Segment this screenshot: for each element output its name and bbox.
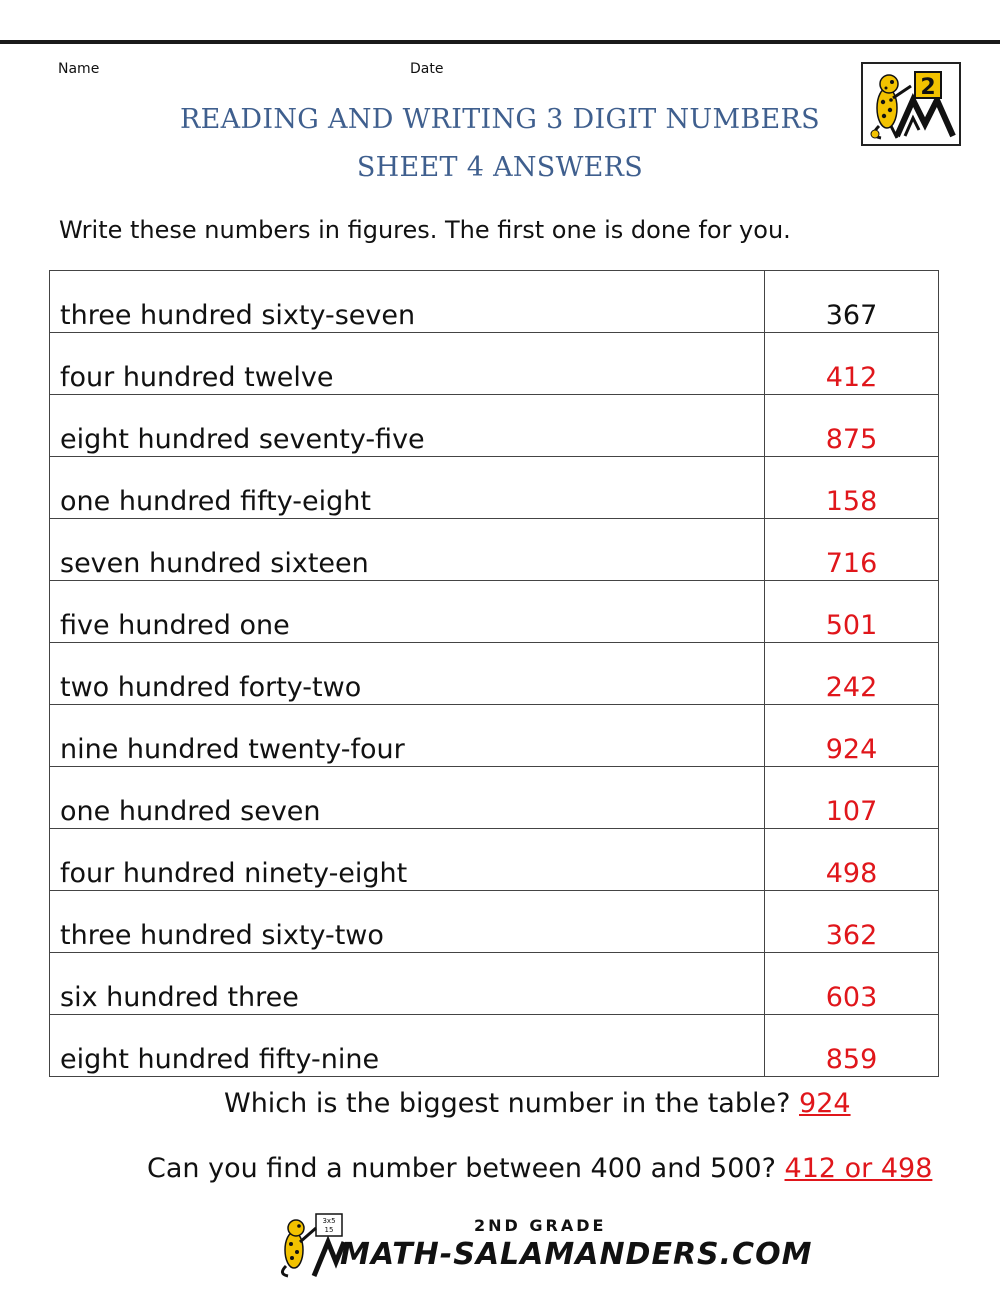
number-in-words: eight hundred seventy-five xyxy=(50,395,765,457)
answer-figure: 158 xyxy=(765,457,939,519)
question-biggest-text: Which is the biggest number in the table? xyxy=(224,1088,791,1119)
answer-figure: 362 xyxy=(765,891,939,953)
svg-text:15: 15 xyxy=(324,1226,334,1234)
table-row xyxy=(50,519,939,581)
table-row xyxy=(50,581,939,643)
answer-figure: 716 xyxy=(765,519,939,581)
question-biggest-answer: 924 xyxy=(799,1088,851,1119)
table-row xyxy=(50,891,939,953)
question-between xyxy=(147,1153,932,1184)
table-row xyxy=(50,953,939,1015)
number-in-words: four hundred twelve xyxy=(50,333,765,395)
name-label: Name xyxy=(58,61,100,77)
table-row xyxy=(50,395,939,457)
answers-table-body xyxy=(50,271,939,1077)
table-row xyxy=(50,1015,939,1077)
answer-figure: 498 xyxy=(765,829,939,891)
footer-salamander-icon xyxy=(276,1212,346,1278)
number-in-words: five hundred one xyxy=(50,581,765,643)
number-in-words: two hundred forty-two xyxy=(50,643,765,705)
number-in-words: nine hundred twenty-four xyxy=(50,705,765,767)
date-label: Date xyxy=(410,61,444,77)
table-row xyxy=(50,457,939,519)
question-biggest xyxy=(224,1088,851,1119)
table-row xyxy=(50,643,939,705)
number-in-words: one hundred seven xyxy=(50,767,765,829)
worksheet-subtitle: SHEET 4 ANSWERS xyxy=(356,152,644,183)
table-row xyxy=(50,271,939,333)
number-in-words: four hundred ninety-eight xyxy=(50,829,765,891)
logo-badge-number: 2 xyxy=(920,75,936,100)
top-rule xyxy=(0,40,1000,44)
table-row xyxy=(50,333,939,395)
answer-figure: 924 xyxy=(765,705,939,767)
number-in-words: eight hundred fifty-nine xyxy=(50,1015,765,1077)
question-between-answer: 412 or 498 xyxy=(784,1153,933,1184)
table-row xyxy=(50,829,939,891)
answer-figure: 107 xyxy=(765,767,939,829)
grade-logo xyxy=(861,62,961,146)
number-in-words: one hundred fifty-eight xyxy=(50,457,765,519)
number-in-words: seven hundred sixteen xyxy=(50,519,765,581)
answer-figure: 859 xyxy=(765,1015,939,1077)
answers-table xyxy=(49,270,939,1077)
answer-figure: 875 xyxy=(765,395,939,457)
footer-grade: 2ND GRADE xyxy=(474,1216,607,1235)
svg-text:3x5: 3x5 xyxy=(322,1217,336,1225)
example-figure: 367 xyxy=(765,271,939,333)
table-row xyxy=(50,767,939,829)
answer-figure: 242 xyxy=(765,643,939,705)
number-in-words: six hundred three xyxy=(50,953,765,1015)
answer-figure: 603 xyxy=(765,953,939,1015)
instructions: Write these numbers in figures. The first one is done for you. xyxy=(59,216,791,244)
answer-figure: 412 xyxy=(765,333,939,395)
footer-site-link[interactable]: MATH-SALAMANDERS.COM xyxy=(340,1237,813,1272)
answer-figure: 501 xyxy=(765,581,939,643)
question-between-text: Can you find a number between 400 and 500? xyxy=(147,1153,776,1184)
worksheet-title: READING AND WRITING 3 DIGIT NUMBERS xyxy=(180,104,820,135)
salamander-icon xyxy=(863,64,959,144)
number-in-words: three hundred sixty-seven xyxy=(50,271,765,333)
table-row xyxy=(50,705,939,767)
number-in-words: three hundred sixty-two xyxy=(50,891,765,953)
